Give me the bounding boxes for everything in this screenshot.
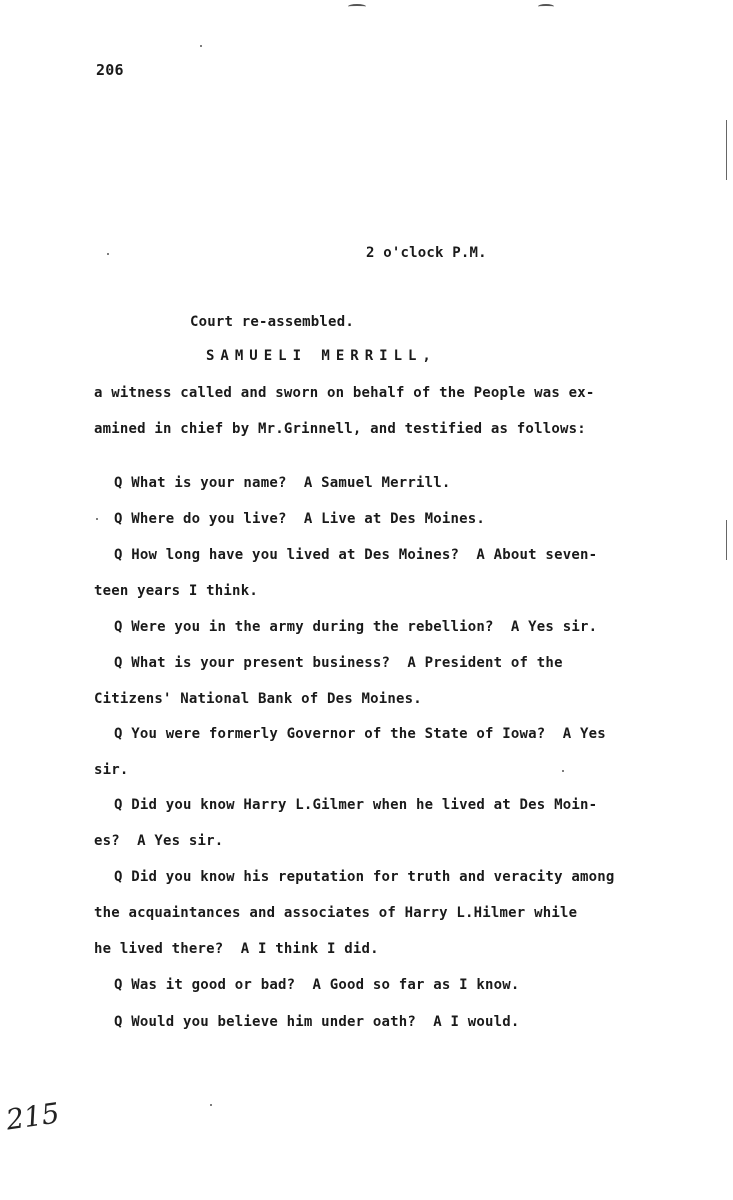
testimony-line: Q Were you in the army during the rebellion? A Yes sir. [114, 619, 598, 635]
testimony-line: Citizens' National Bank of Des Moines. [94, 691, 422, 707]
top-smudge [538, 4, 554, 9]
court-note: Court re-assembled. [190, 314, 354, 330]
top-smudge [348, 4, 366, 9]
testimony-line: Q Did you know his reputation for truth and veracity among [114, 869, 615, 885]
testimony-line: Q What is your present business? A President of the [114, 655, 563, 671]
witness-name: SAMUELI MERRILL, [206, 348, 437, 364]
testimony-line: Q What is your name? A Samuel Merrill. [114, 475, 451, 491]
testimony-line: es? A Yes sir. [94, 833, 224, 849]
session-time: 2 o'clock P.M. [366, 245, 487, 261]
edge-mark [726, 120, 727, 180]
testimony-line: the acquaintances and associates of Harry L.Hilmer while [94, 905, 578, 921]
speck [107, 253, 109, 255]
testimony-line: Q Was it good or bad? A Good so far as I know. [114, 977, 520, 993]
testimony-line: Q How long have you lived at Des Moines? A About seven- [114, 547, 598, 563]
testimony-line: teen years I think. [94, 583, 258, 599]
intro-line: amined in chief by Mr.Grinnell, and testified as follows: [94, 421, 586, 437]
handwritten-page-number: 215 [3, 1096, 62, 1137]
edge-mark [726, 520, 727, 560]
page-number: 206 [96, 61, 124, 79]
testimony-line: Q Would you believe him under oath? A I would. [114, 1014, 520, 1030]
speck [210, 1104, 212, 1106]
testimony-line: Q You were formerly Governor of the State of Iowa? A Yes [114, 726, 606, 742]
intro-line: a witness called and sworn on behalf of the People was ex- [94, 385, 595, 401]
speck [96, 518, 98, 520]
speck [562, 770, 564, 772]
testimony-line: he lived there? A I think I did. [94, 941, 379, 957]
testimony-line: sir. [94, 762, 129, 778]
testimony-line: Q Where do you live? A Live at Des Moines. [114, 511, 486, 527]
testimony-line: Q Did you know Harry L.Gilmer when he lived at Des Moin- [114, 797, 598, 813]
speck [200, 45, 202, 47]
